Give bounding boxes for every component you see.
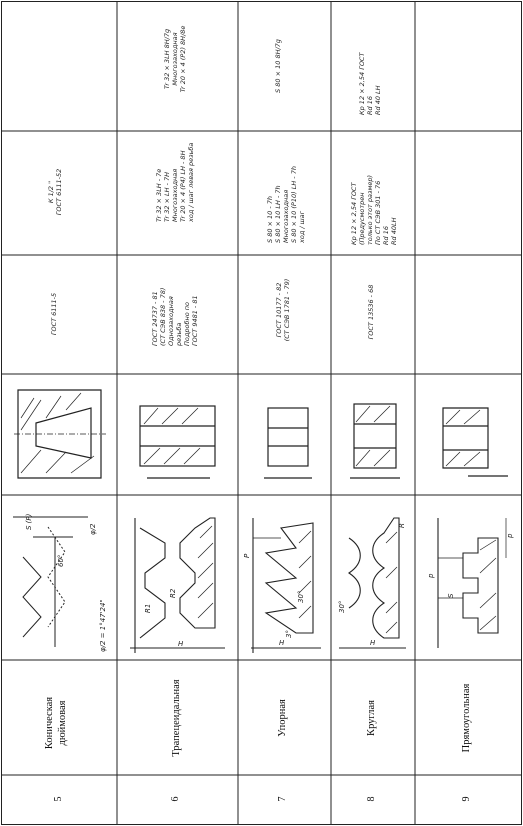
s-label: S bbox=[447, 593, 455, 598]
row-number: 7 bbox=[277, 796, 288, 802]
designation-text: S 80 × 10 - 7h S 80 × 10 LH - 7h Многозаходная S 80 × 10 (P10) LH - 7h ход / шаг bbox=[266, 166, 306, 243]
thread-name: Коническая дюймовая bbox=[44, 696, 68, 750]
thread-section-drawing bbox=[334, 378, 413, 492]
example-text: S 80 × 10 8H/7g bbox=[274, 39, 282, 93]
designation-text: К 1/2 " ГОСТ 6111-52 bbox=[47, 168, 63, 216]
row-number: 6 bbox=[170, 796, 181, 802]
designation-text: Tr 32 × 3LH - 7e Tr 32 × LH - 7H Многозаходная Tr 20 × 4 (P4) LH - 8H ход / шаг левая резьба bbox=[155, 142, 195, 222]
thread-profile-drawing bbox=[334, 498, 413, 657]
r1-label: R1 bbox=[144, 603, 152, 613]
profile-labels bbox=[25, 513, 107, 652]
thread-section-drawing bbox=[418, 378, 517, 492]
standard-text: ГОСТ 6111-5 bbox=[50, 292, 58, 336]
half-angle-label: φ/2 = 1°47'24" bbox=[99, 599, 107, 652]
row-number: 5 bbox=[53, 796, 64, 802]
angle-label: 60° bbox=[57, 554, 65, 567]
pitch-label: S (P) bbox=[25, 513, 33, 530]
p-label: p bbox=[427, 573, 435, 578]
angle2-label: 30° bbox=[297, 590, 305, 603]
thread-section-drawing bbox=[6, 378, 114, 492]
standard-text: ГОСТ 24737 - 81 (СТ СЭВ 838 - 78) Однозаходная резьба Подробно по ГОСТ 9481 - 81 bbox=[151, 287, 199, 346]
thread-profile-drawing bbox=[241, 498, 329, 657]
standard-text: ГОСТ 10177 - 82 (СТ СЭВ 1781 - 79) bbox=[275, 278, 291, 342]
thread-section-drawing bbox=[122, 378, 234, 492]
h-label: H bbox=[370, 639, 376, 647]
thread-name: Трапецеидальная bbox=[171, 679, 182, 757]
thread-profile-drawing bbox=[120, 498, 235, 657]
thread-profile-drawing bbox=[418, 498, 519, 657]
thread-name: Упорная bbox=[277, 699, 288, 737]
angle-label: 3° bbox=[285, 630, 293, 638]
phi-label: φ/2 bbox=[89, 523, 97, 535]
example-text: Tr 32 × 3LH 8H/7g Многозаходная Tr 20 × 4 (P2) 8H/8e bbox=[163, 25, 187, 93]
standard-text: ГОСТ 13536 - 68 bbox=[367, 284, 375, 340]
example-text: Кр 12 × 2,54 ГОСТ Rd 16 Rd 40 LH bbox=[358, 52, 382, 115]
thread-section-drawing bbox=[242, 378, 328, 492]
thread-profile-drawing bbox=[3, 497, 115, 658]
thread-name: Прямоугольная bbox=[461, 683, 472, 753]
row-number: 9 bbox=[461, 796, 472, 802]
h-label: H bbox=[178, 640, 184, 648]
p-label: P bbox=[243, 553, 251, 558]
row-number: 8 bbox=[366, 796, 377, 802]
thread-name: Круглая bbox=[366, 700, 377, 736]
h-label: H bbox=[279, 639, 285, 647]
r-label: R bbox=[398, 523, 406, 528]
r2-label: R2 bbox=[169, 588, 177, 598]
p-dim-label: p bbox=[506, 533, 514, 538]
designation-text: Кр 12 × 2,54 ГОСТ (Предусмотрен только этот размер) По СТ СЭВ 301 - 76 Rd 16 Rd 40LH bbox=[350, 174, 398, 245]
angle-label: 30° bbox=[338, 600, 346, 613]
